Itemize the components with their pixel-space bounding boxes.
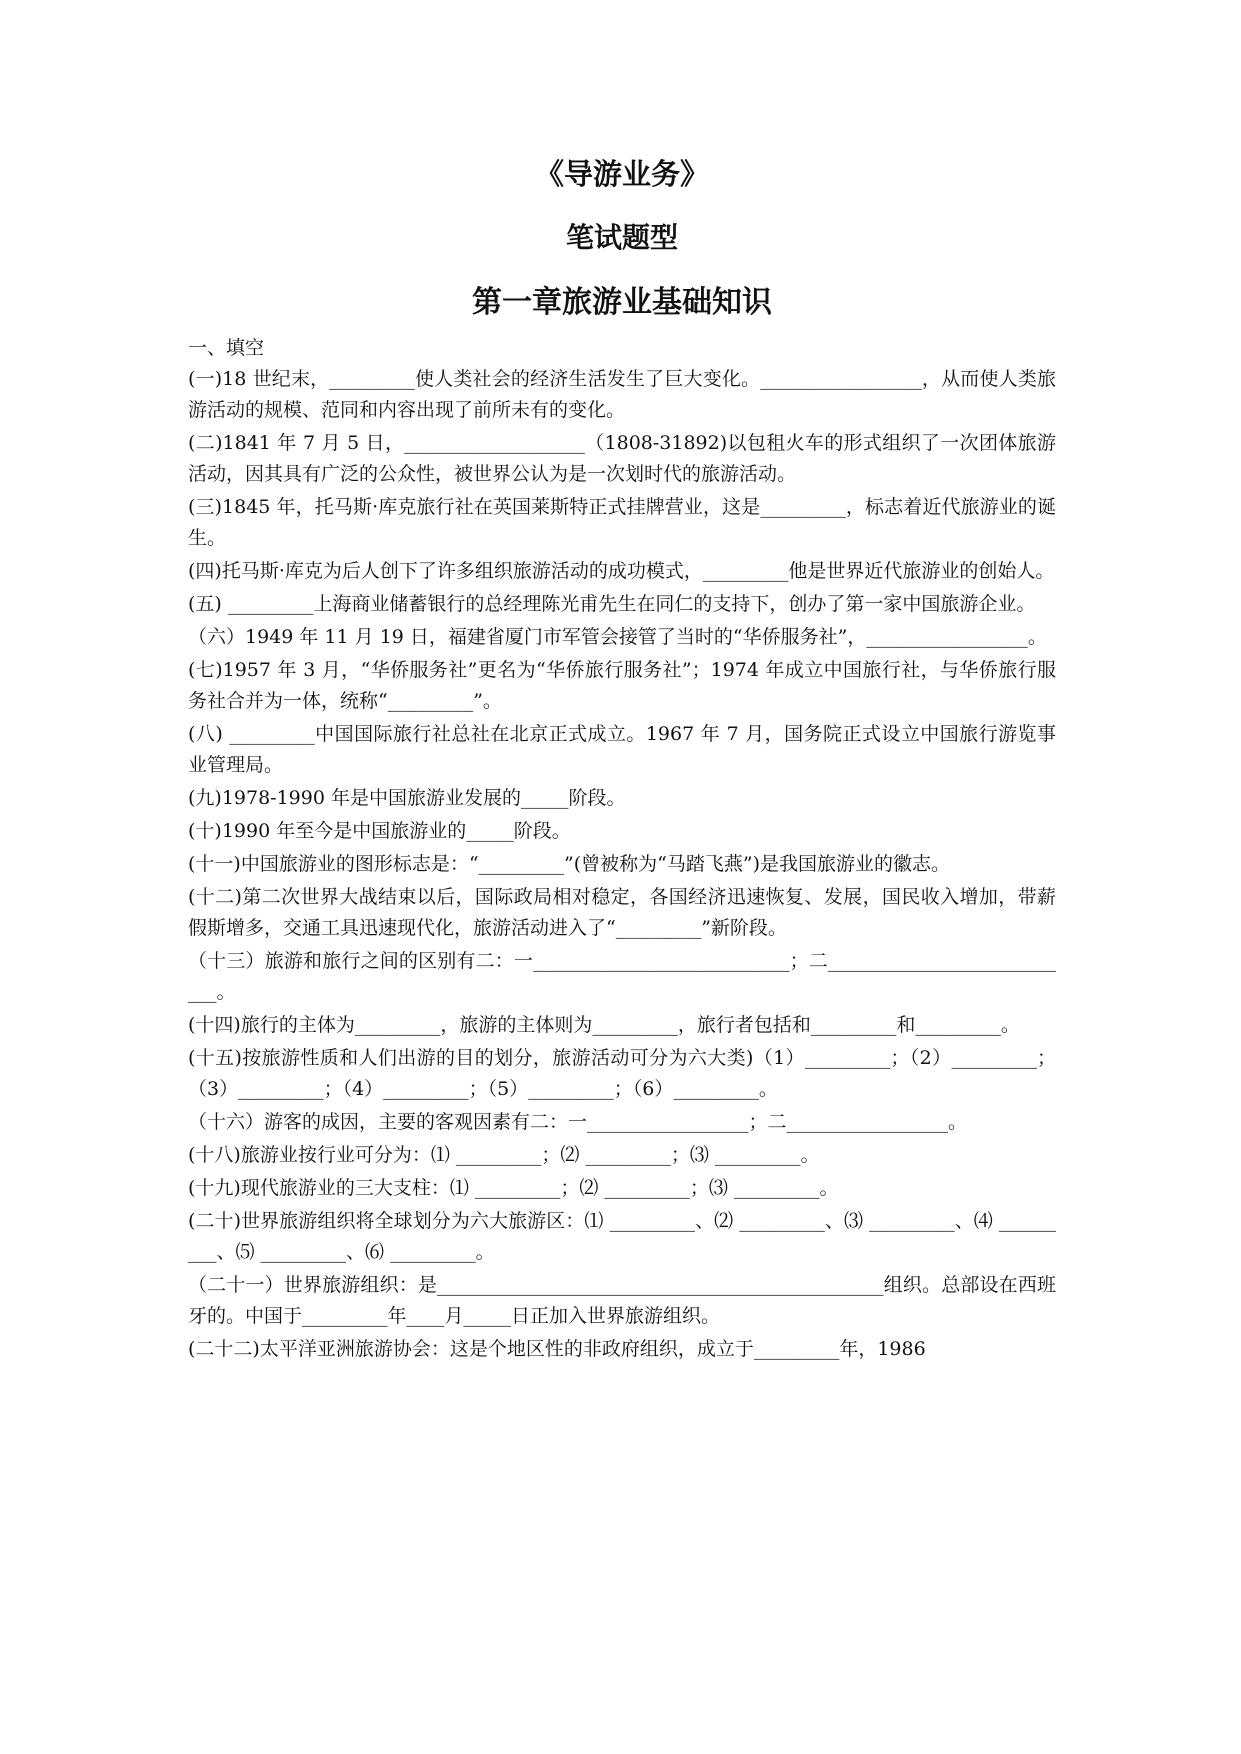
question-item: (九)1978-1990 年是中国旅游业发展的_____阶段。 — [188, 787, 626, 809]
question-item: (十四)旅行的主体为_________，旅游的主体则为_________，旅行者包括和_________和_________。 — [188, 1014, 1020, 1036]
question-item: (三)1845 年，托马斯·库克旅行社在英国莱斯特正式挂牌营业，这是_________，标志着近代旅游业的诞生。 — [188, 496, 1056, 549]
question-item: (十一)中国旅游业的图形标志是：“_________”(曾被称为“马踏飞燕”)是我国旅游业的徽志。 — [188, 853, 951, 875]
question-item: (七)1957 年 3 月，“华侨服务社”更名为“华侨旅行服务社”；1974 年成立中国旅行社，与华侨旅行服务社合并为一体，统称“_________”。 — [188, 659, 1056, 712]
question-item: (二)1841 年 7 月 5 日，___________________（1808-31892)以包租火车的形式组织了一次团体旅游活动，因其具有广泛的公众性，被世界公认为是一次划时代的旅游活动。 — [188, 432, 1056, 485]
document-subtitle: 笔试题型 — [565, 221, 678, 254]
question-item: (八) _________中国国际旅行社总社在北京正式成立。1967 年 7 月，国务院正式设立中国旅行游览事业管理局。 — [188, 723, 1056, 776]
document-title: 《导游业务》 — [534, 157, 709, 191]
question-item: （二十一）世界旅游组织：是_______________________________________________组织。总部设在西班牙的。中国于_________年____月_____日正加入世界旅游组织。 — [188, 1274, 1056, 1327]
question-item: (十八)旅游业按行业可分为：⑴ _________；⑵ _________；⑶ _________。 — [188, 1144, 820, 1166]
question-item: (十五)按旅游性质和人们出游的目的划分，旅游活动可分为六大类)（1）_________；（2）_________；（3）_________；（4）_________；（5）_________；（6）_________。 — [188, 1047, 1056, 1100]
question-item: （六）1949 年 11 月 19 日，福建省厦门市军管会接管了当时的“华侨服务社”，_________________。 — [188, 626, 1047, 648]
question-item: (五) _________上海商业储蓄银行的总经理陈光甫先生在同仁的支持下，创办了第一家中国旅游企业。 — [188, 593, 1036, 615]
question-item: (四)托马斯·库克为后人创下了许多组织旅游活动的成功模式，_________他是世界近代旅游业的创始人。 — [188, 560, 1055, 582]
document-page — [188, 150, 1056, 1367]
question-item: (二十)世界旅游组织将全球划分为六大旅游区：⑴ _________、⑵ _________、⑶ _________、⑷ _________、⑸ _________、⑹ _________。 — [188, 1210, 1056, 1263]
question-item: (二十二)太平洋亚洲旅游协会：这是个地区性的非政府组织，成立于_________年，1986 — [188, 1338, 926, 1360]
question-item: (十二)第二次世界大战结束以后，国际政局相对稳定，各国经济迅速恢复、发展，国民收入增加，带薪假斯增多，交通工具迅速现代化，旅游活动进入了“_________”新阶段。 — [188, 886, 1056, 939]
question-item: (十九)现代旅游业的三大支柱：⑴ _________；⑵ _________；⑶ _________。 — [188, 1177, 839, 1199]
section-label-fill-in: 一、填空 — [188, 337, 265, 359]
question-item: （十三）旅游和旅行之间的区别有二：一___________________________；二___________________________。 — [188, 950, 1056, 1003]
question-item: (一)18 世纪末，_________使人类社会的经济生活发生了巨大变化。_________________，从而使人类旅游活动的规模、范同和内容出现了前所未有的变化。 — [188, 368, 1056, 421]
question-item: (十)1990 年至今是中国旅游业的_____阶段。 — [188, 820, 571, 842]
question-item: （十六）游客的成因，主要的客观因素有二：一_________________；二_________________。 — [188, 1111, 968, 1133]
chapter-heading: 第一章旅游业基础知识 — [472, 285, 772, 320]
